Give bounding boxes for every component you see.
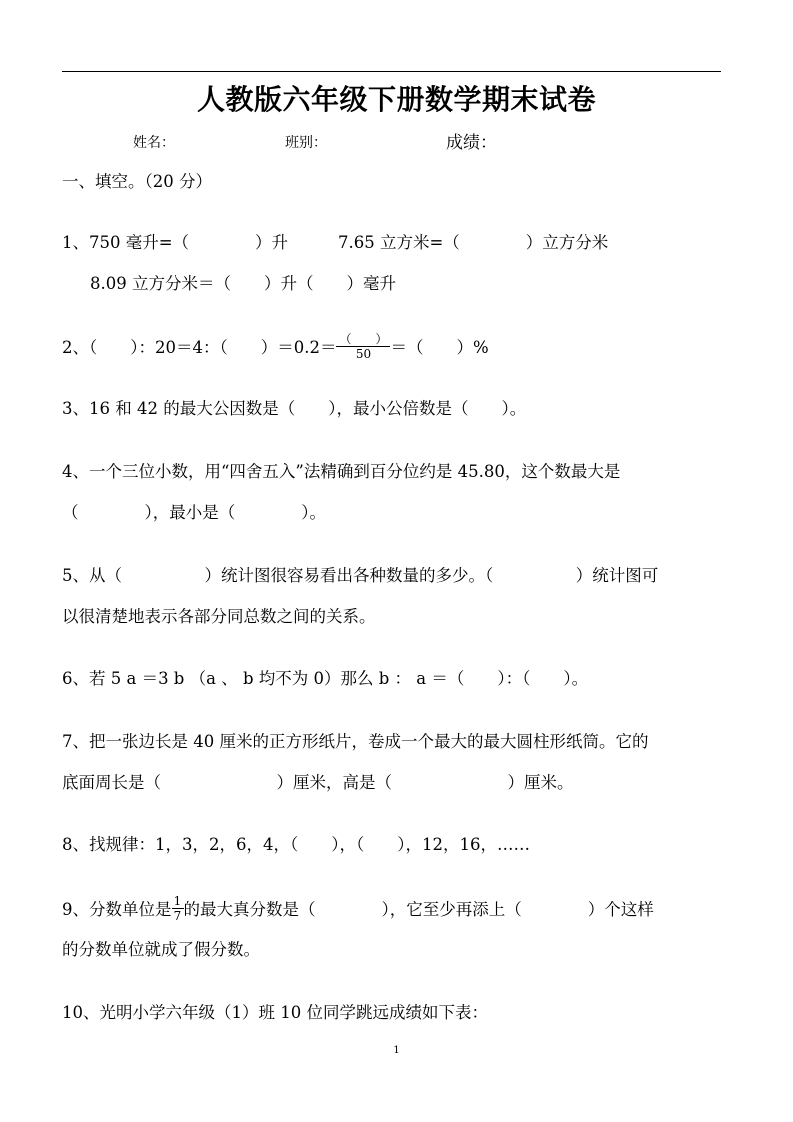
section-heading: 一、填空。（20 分） <box>62 172 212 191</box>
page-title: 人教版六年级下册数学期末试卷 <box>196 83 596 116</box>
question-1-line-1a: 1、750 毫升=（ ）升 <box>62 233 289 252</box>
fraction-numerator: （ ） <box>339 332 388 346</box>
question-2-before: 2、（ ）：20＝4：（ ）＝0.2＝ <box>62 338 337 357</box>
question-7-line-1: 7、把一张边长是 40 厘米的正方形纸片，卷成一个最大的最大圆柱形纸筒。它的 <box>62 732 649 751</box>
question-4-line-1: 4、一个三位小数，用“四舍五入”法精确到百分位约是 45.80，这个数最大是 <box>62 462 621 481</box>
question-1-line-2: 8.09 立方分米＝（ ）升（ ）毫升 <box>90 274 396 293</box>
score-label: 成绩： <box>446 133 497 153</box>
name-label: 姓名： <box>133 135 175 151</box>
question-2 <box>62 334 489 363</box>
question-3: 3、16 和 42 的最大公因数是（ ），最小公倍数是（ ）。 <box>62 399 527 418</box>
header-rule <box>62 71 721 72</box>
question-2-fraction <box>336 332 390 361</box>
fraction-numerator: 1 <box>173 894 182 908</box>
question-2-after: ＝（ ）% <box>390 338 489 357</box>
question-7-line-2: 底面周长是（ ）厘米，高是（ ）厘米。 <box>62 773 574 792</box>
question-5-line-1: 5、从（ ）统计图很容易看出各种数量的多少。（ ）统计图可 <box>62 566 659 585</box>
question-9-line-2: 的分数单位就成了假分数。 <box>62 940 260 959</box>
question-9-fraction <box>172 894 184 923</box>
question-6: 6、若 5 a ＝3 b （a 、 b 均不为 0）那么 b ： a ＝（ ）：（ ）。 <box>62 669 589 688</box>
question-9-before: 9、分数单位是 <box>62 900 172 919</box>
class-label: 班别： <box>285 135 327 151</box>
page-number: 1 <box>393 1045 400 1056</box>
question-10: 10、光明小学六年级（1）班 10 位同学跳远成绩如下表： <box>62 1003 488 1022</box>
question-5-line-2: 以很清楚地表示各部分同总数之间的关系。 <box>62 607 376 626</box>
question-9-line-1 <box>62 896 654 925</box>
question-8: 8、找规律：1，3，2，6，4，（ ），（ ），12，16，…… <box>62 835 530 854</box>
question-4-line-2: （ ），最小是（ ）。 <box>62 503 326 522</box>
fraction-denominator: 50 <box>355 347 372 361</box>
question-1-line-1b: 7.65 立方米=（ ）立方分米 <box>338 233 609 252</box>
question-9-after: 的最大真分数是（ ），它至少再添上（ ）个这样 <box>183 900 654 919</box>
fraction-denominator: 7 <box>173 909 182 923</box>
